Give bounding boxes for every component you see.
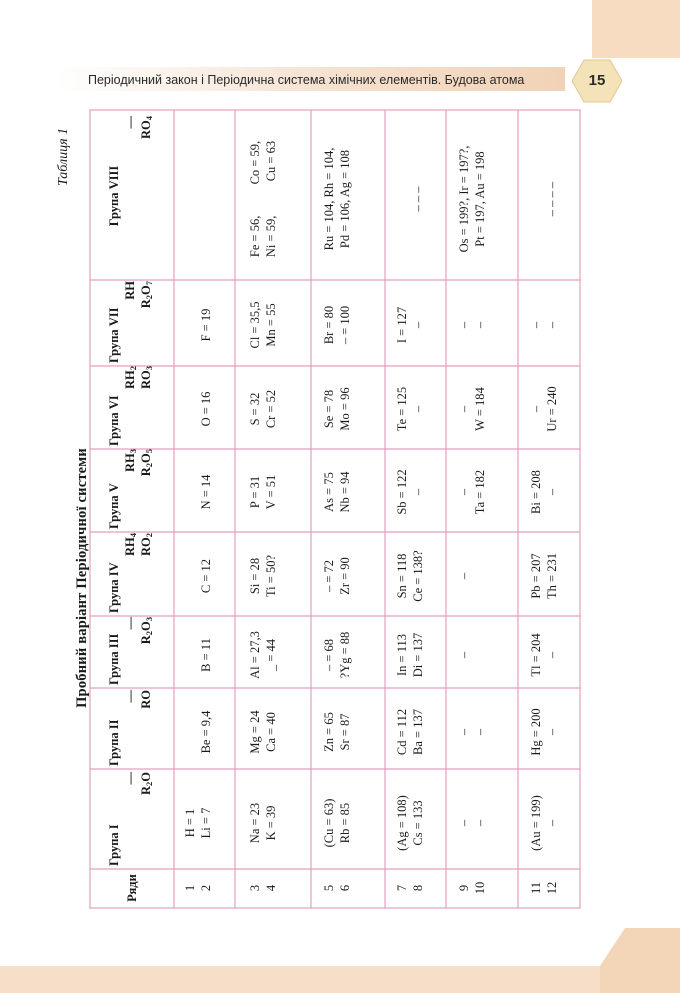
table-cell	[182, 455, 214, 529]
table-cell	[394, 539, 426, 613]
table-label: Таблиця 1	[56, 127, 71, 186]
group-header-7: Група VІІ RH $R_2O_7$	[107, 281, 154, 363]
cell-line: Zr = 90	[338, 557, 352, 595]
table-cell	[394, 625, 426, 685]
cell-line: – – – –	[545, 181, 559, 217]
cell-line: Os = 199?, Ir = 197?,	[457, 145, 471, 253]
row-numbers	[247, 873, 279, 903]
cell-line: H = 1	[183, 808, 197, 838]
row-number: 6	[338, 884, 352, 892]
cell-line: Pd = 106, Ag = 108	[338, 149, 352, 249]
table-cell	[321, 625, 353, 685]
table-cell	[321, 372, 353, 446]
table-cell	[528, 372, 560, 446]
cell-line: Na = 23	[248, 802, 262, 844]
cell-line: _ = 44	[264, 638, 278, 672]
table-cell	[182, 539, 214, 613]
row-numbers	[456, 873, 488, 903]
cell-line: N = 14	[199, 474, 213, 510]
table-cell	[182, 625, 214, 685]
cell-line: –	[473, 819, 487, 827]
rows-header: Ряди	[125, 874, 139, 902]
cell-line	[528, 122, 544, 276]
cell-line: –	[545, 321, 559, 329]
cell-line: Se = 78	[322, 389, 336, 429]
row-number: 2	[199, 884, 213, 892]
row-numbers	[394, 873, 426, 903]
cell-line: –	[457, 488, 471, 496]
cell-line: – = 72	[322, 559, 336, 593]
cell-line	[198, 122, 214, 276]
group-header-6: Група VІ $RH_2$ $RO_3$	[107, 366, 154, 446]
cell-line: –	[529, 321, 543, 329]
cell-line: – – –	[411, 186, 425, 212]
cell-line: –	[545, 728, 559, 736]
cell-line: Cr = 52	[264, 389, 278, 429]
table-cell	[321, 539, 353, 613]
cell-line: Ur = 240	[545, 386, 559, 432]
table-cell	[528, 780, 560, 866]
cell-line: Th = 231	[545, 553, 559, 599]
cell-line: P = 31	[248, 475, 262, 509]
cell-line: V = 51	[264, 474, 278, 510]
group-header-5: Група V $RH_3$ $R_2O_5$	[107, 449, 154, 529]
table-cell	[456, 698, 488, 766]
cell-line: –	[457, 405, 471, 413]
cell-line: Be = 9,4	[199, 710, 213, 754]
cell-line: S = 32	[248, 392, 262, 426]
cell-line: B = 11	[199, 638, 213, 672]
group-header-3: Група ІІІ — $R_2O_3$	[107, 617, 154, 685]
cell-line: Ta = 182	[473, 469, 487, 515]
group-header-2: Група ІІ — RO	[107, 690, 153, 766]
table-cell	[182, 122, 214, 276]
row-number: 1	[183, 884, 197, 892]
cell-line: Zn = 65	[322, 712, 336, 752]
cell-line: (Cu = 63)	[322, 798, 336, 848]
group-header-4: Група ІV $RH_4$ $RO_2$	[107, 533, 154, 613]
cell-line: Br = 80	[322, 305, 336, 345]
cell-line: Ni = 59, Cu = 63	[264, 140, 278, 258]
page-number: 15	[588, 72, 606, 89]
cell-line	[182, 372, 198, 446]
cell-line: –	[457, 572, 471, 580]
cell-line: Pb = 207	[529, 553, 543, 599]
cell-line: Nb = 94	[338, 471, 352, 513]
table-cell	[321, 698, 353, 766]
row-numbers	[321, 873, 353, 903]
table-cell	[394, 122, 426, 276]
cell-line: –	[411, 405, 425, 413]
cell-line: W = 184	[473, 387, 487, 431]
cell-line	[182, 455, 198, 529]
cell-line: Mg = 24	[248, 710, 262, 754]
cell-line: Pt = 197, Au = 198	[473, 151, 487, 247]
cell-line: –	[545, 488, 559, 496]
row-number: 11	[529, 881, 543, 895]
row-numbers	[528, 873, 560, 903]
table-cell	[247, 372, 279, 446]
cell-line: Bi = 208	[529, 470, 543, 514]
cell-line: (Ag = 108)	[395, 795, 409, 851]
cell-line: In = 113	[395, 634, 409, 676]
cell-line: Di = 137	[411, 632, 425, 678]
table-cell	[247, 780, 279, 866]
table-cell	[528, 625, 560, 685]
cell-line: O = 16	[199, 391, 213, 427]
table-cell	[528, 539, 560, 613]
cell-line: Si = 28	[248, 557, 262, 595]
table-cell	[394, 698, 426, 766]
table-cell	[321, 780, 353, 866]
cell-line: Sb = 122	[395, 469, 409, 515]
table-cell	[321, 287, 353, 363]
table-cell	[247, 455, 279, 529]
row-number: 3	[248, 884, 262, 892]
table-cell	[182, 372, 214, 446]
table-cell	[247, 625, 279, 685]
group-header-8: Група VІІІ — $RO_4$	[107, 116, 154, 227]
cell-line: –	[473, 728, 487, 736]
cell-line: F = 19	[199, 308, 213, 342]
cell-line: I = 127	[395, 306, 409, 344]
table-cell	[456, 625, 488, 685]
row-number: 7	[395, 884, 409, 892]
cell-line: Cd = 112	[395, 708, 409, 756]
table-cell	[182, 698, 214, 766]
row-number: 12	[545, 881, 559, 895]
cell-line: –	[457, 728, 471, 736]
cell-line: As = 75	[322, 472, 336, 512]
table-cell	[456, 539, 488, 613]
cell-line: Te = 125	[395, 386, 409, 432]
row-number: 8	[411, 884, 425, 892]
cell-line: Ba = 137	[411, 709, 425, 755]
cell-line: (Au = 199)	[529, 795, 543, 851]
cell-line: C = 12	[199, 558, 213, 594]
table-cell	[182, 287, 214, 363]
cell-line: Cl = 35,5	[248, 301, 262, 349]
cell-line: Tl = 204	[529, 633, 543, 677]
cell-line: Ce = 138?	[411, 550, 425, 602]
cell-line: –	[457, 321, 471, 329]
cell-line: Mn = 55	[264, 303, 278, 347]
cell-line: – = 68	[322, 638, 336, 672]
table-cell	[321, 455, 353, 529]
cell-line: Hg = 200	[529, 708, 543, 756]
table-cell	[394, 287, 426, 363]
table-cell	[394, 455, 426, 529]
table-title: Пробний варіант Періодичної системи	[74, 448, 90, 708]
row-number: 9	[457, 884, 471, 892]
cell-line: –	[473, 321, 487, 329]
cell-line: –	[545, 651, 559, 659]
table-cell	[182, 780, 214, 866]
cell-line: Rb = 85	[338, 802, 352, 844]
cell-line	[472, 625, 488, 685]
cell-line	[182, 287, 198, 363]
running-header-title: Періодичний закон і Періодична система хімічних елементів. Будова атома	[88, 73, 525, 87]
cell-line: Cs = 133	[411, 800, 425, 846]
cell-line: Ru = 104, Rh = 104,	[322, 147, 336, 251]
cell-line: Fe = 56, Co = 59,	[248, 140, 262, 258]
table-cell	[528, 455, 560, 529]
cell-line: ?Yg = 88	[338, 631, 352, 679]
row-number: 10	[473, 881, 487, 895]
cell-line	[394, 122, 410, 276]
group-header-1: Група І — $R_2O$	[107, 772, 154, 866]
cell-line: Mo = 96	[338, 387, 352, 431]
table-cell	[456, 372, 488, 446]
cell-line	[182, 539, 198, 613]
cell-line: –	[411, 321, 425, 329]
table-cell	[247, 122, 279, 276]
table-cell	[456, 287, 488, 363]
cell-line	[472, 539, 488, 613]
cell-line	[182, 698, 198, 766]
table-cell	[528, 122, 560, 276]
table-cell	[394, 780, 426, 866]
cell-line: Ti = 50?	[264, 554, 278, 598]
cell-line: –	[529, 405, 543, 413]
cell-line: K = 39	[264, 805, 278, 841]
table-cell	[394, 372, 426, 446]
cell-line: Ca = 40	[264, 712, 278, 752]
table-cell	[528, 698, 560, 766]
cell-line: – = 100	[338, 305, 352, 345]
table-cell	[247, 698, 279, 766]
row-numbers	[182, 873, 214, 903]
table-cell	[321, 122, 353, 276]
cell-line	[182, 122, 198, 276]
cell-line: Al = 27,3	[248, 631, 262, 679]
cell-line: Sr = 87	[338, 713, 352, 751]
cell-line: –	[457, 819, 471, 827]
table-cell	[528, 287, 560, 363]
cell-line: –	[457, 651, 471, 659]
row-number: 4	[264, 884, 278, 892]
table-cell	[247, 287, 279, 363]
table-cell	[247, 539, 279, 613]
table-cell	[456, 122, 488, 276]
cell-line: –	[545, 819, 559, 827]
table-cell	[456, 780, 488, 866]
table-cell	[456, 455, 488, 529]
cell-line	[182, 625, 198, 685]
cell-line: –	[411, 488, 425, 496]
cell-line: Sn = 118	[395, 553, 409, 599]
row-number: 5	[322, 884, 336, 892]
cell-line: Li = 7	[199, 807, 213, 839]
